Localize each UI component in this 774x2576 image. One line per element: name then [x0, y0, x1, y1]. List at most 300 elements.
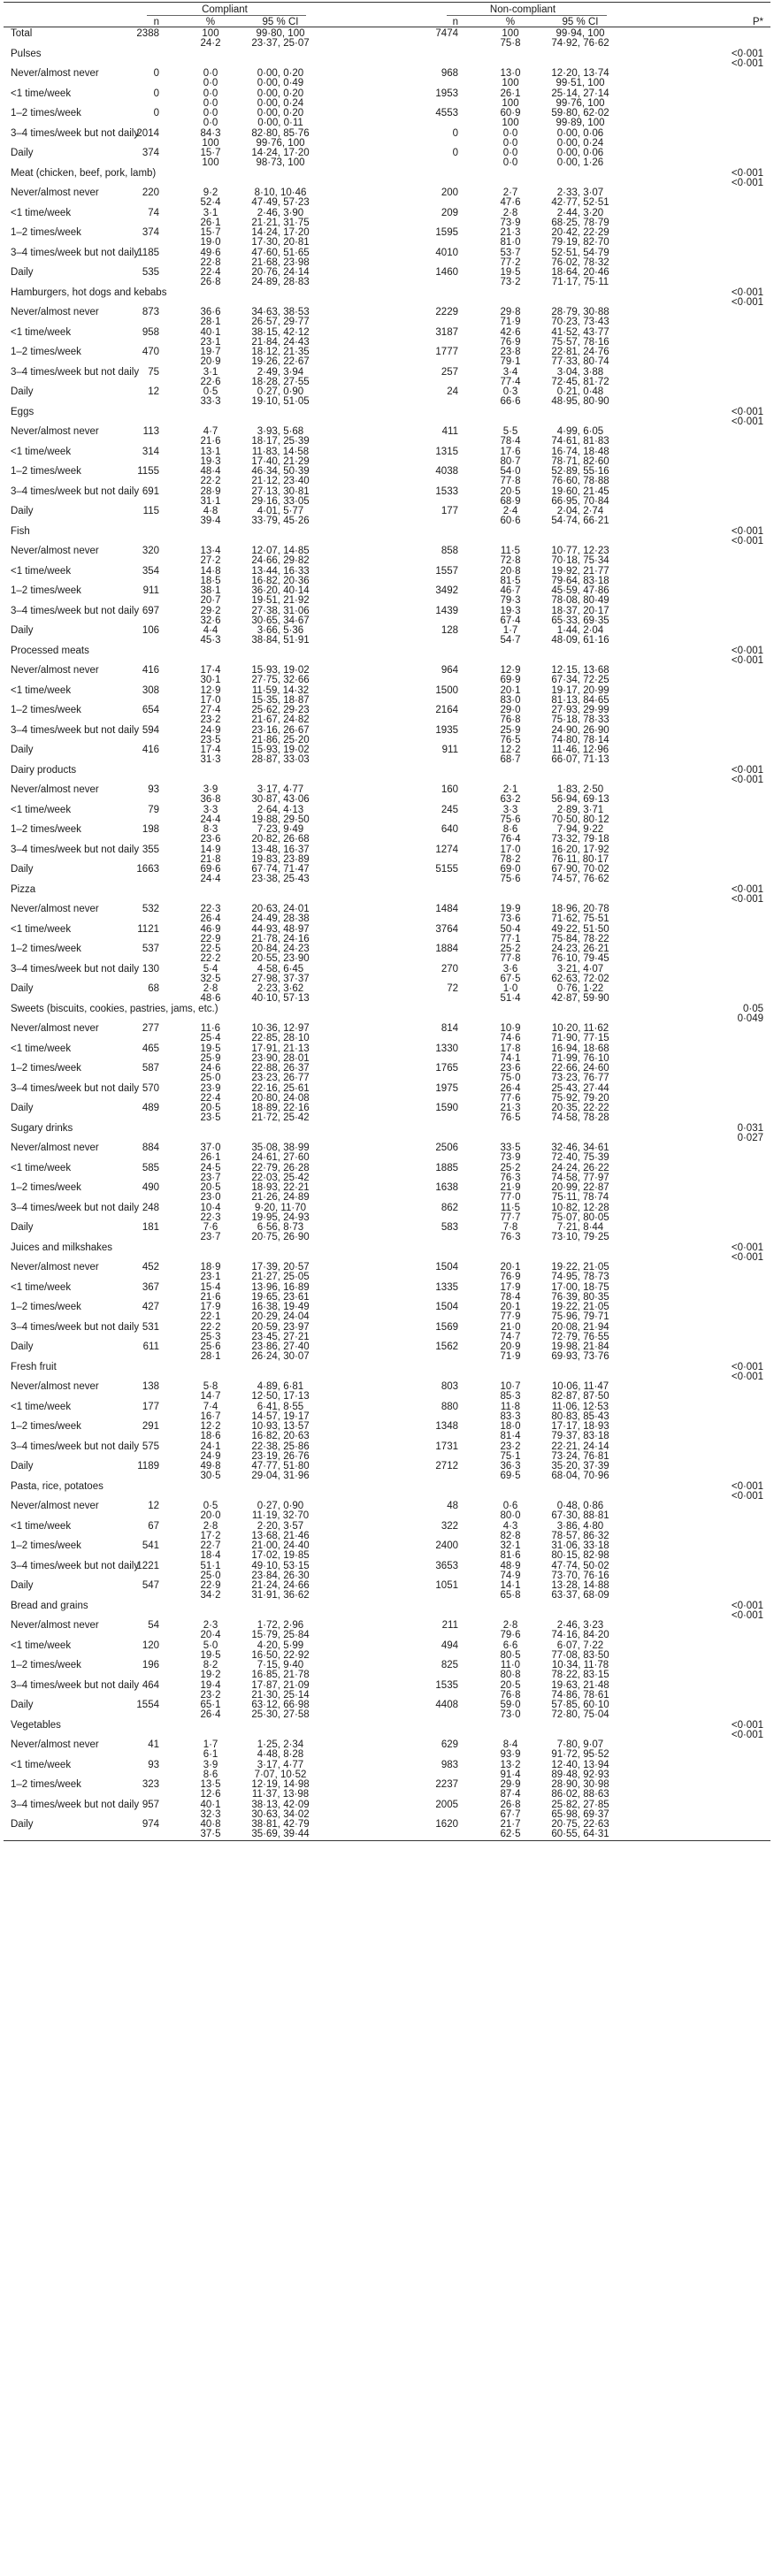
category-row-non-compliant-pct: 2·4 — [502, 506, 518, 516]
category-row-compliant-pct: 13·5 — [200, 1779, 221, 1790]
section-p-value-adjusted: <0·001 — [731, 774, 763, 785]
category-row-non-compliant-n: 24 — [447, 386, 458, 397]
category-row-cont-compliant-pct: 34·2 — [200, 1590, 221, 1601]
category-row-non-compliant-ci: 1·83, 2·50 — [556, 784, 604, 795]
section-p-value: <0·001 — [731, 1600, 763, 1611]
category-row-cont-compliant-ci: 19·10, 51·05 — [251, 396, 310, 408]
category-row-non-compliant-ci: 19·22, 21·05 — [551, 1262, 609, 1273]
category-row-compliant-ci: 23·86, 27·40 — [251, 1342, 310, 1352]
category-row-compliant-ci: 1·72, 2·96 — [257, 1620, 304, 1631]
category-row-compliant-pct: 3·1 — [203, 366, 218, 378]
category-row-non-compliant-n: 3653 — [435, 1560, 458, 1571]
category-row-cont-non-compliant-ci: 70·18, 75·34 — [551, 555, 609, 567]
category-row-compliant-pct: 24·1 — [200, 1441, 221, 1452]
category-row-non-compliant-pct: 54·0 — [500, 466, 521, 477]
category-row-non-compliant-pct: 11·8 — [500, 1401, 521, 1412]
category-row-cont-non-compliant-ci: 79·37, 83·18 — [551, 1431, 609, 1442]
category-row-compliant-ci: 13·96, 16·89 — [251, 1281, 310, 1293]
category-row-cont-compliant-pct: 23·6 — [200, 834, 221, 845]
category-row-compliant-n: 884 — [142, 1143, 159, 1153]
category-row-compliant-pct: 5·0 — [203, 1640, 218, 1651]
category-row-cont-non-compliant-ci: 75·11, 78·74 — [551, 1192, 609, 1204]
category-row-compliant-ci: 2·23, 3·62 — [257, 983, 304, 994]
category-row-non-compliant-n: 880 — [441, 1401, 458, 1412]
category-row-non-compliant-n: 1533 — [435, 485, 458, 497]
category-row-non-compliant-ci: 57·85, 60·10 — [551, 1700, 609, 1710]
category-row-cont-compliant-pct: 48·6 — [200, 993, 221, 1005]
category-row-compliant-pct: 24·5 — [200, 1162, 221, 1173]
category-row-cont-non-compliant-ci: 78·71, 82·60 — [551, 455, 609, 467]
category-row-compliant-n: 654 — [142, 705, 159, 715]
category-row-compliant-pct: 15·7 — [200, 227, 221, 238]
category-row-non-compliant-n: 1460 — [435, 267, 458, 278]
category-row-cont-compliant-ci: 7·07, 10·52 — [254, 1769, 307, 1780]
category-row-cont-compliant-pct: 23·7 — [200, 1232, 221, 1243]
section-title: Fresh fruit — [11, 1361, 57, 1372]
total-label: Total — [11, 28, 33, 39]
category-row-non-compliant-ci: 11·06, 12·53 — [551, 1401, 609, 1412]
section-p-value: <0·001 — [731, 406, 763, 417]
category-row-cont-compliant-ci: 21·12, 23·40 — [251, 476, 310, 487]
category-row-cont-non-compliant-pct: 75·0 — [500, 1073, 521, 1084]
category-row-non-compliant-pct: 1·0 — [502, 983, 518, 994]
category-row-compliant-ci: 4·20, 5·99 — [257, 1640, 304, 1651]
category-row-cont-compliant-pct: 20·4 — [200, 1630, 221, 1641]
category-row-cont-compliant-ci: 12·50, 17·13 — [251, 1391, 310, 1403]
section-title: Processed meats — [11, 645, 89, 656]
category-row-non-compliant-n: 1330 — [435, 1043, 458, 1054]
category-row-compliant-ci: 2·64, 4·13 — [257, 804, 304, 815]
category-row-compliant-pct: 15·7 — [200, 148, 221, 158]
col-header-n-non-compliant: n — [452, 16, 458, 27]
category-row-non-compliant-ci: 59·80, 62·02 — [551, 108, 609, 118]
category-row-non-compliant-pct: 13·2 — [500, 1759, 521, 1770]
category-row-row-label: 1–2 times/week — [11, 466, 81, 477]
category-row-row-label: 3–4 times/week but not daily — [11, 366, 140, 378]
category-row-non-compliant-n: 128 — [441, 625, 458, 636]
category-row-cont-non-compliant-pct: 0·0 — [502, 157, 518, 169]
category-row-cont-compliant-pct: 23·2 — [200, 715, 221, 726]
category-row-cont-compliant-ci: 23·45, 27·21 — [251, 1331, 310, 1342]
category-row-cont-compliant-ci: 16·50, 22·92 — [251, 1649, 310, 1661]
category-row-non-compliant-ci: 20·75, 22·63 — [551, 1819, 609, 1830]
category-row-compliant-n: 181 — [142, 1222, 159, 1233]
section-p-value: <0·001 — [731, 1361, 763, 1372]
category-row-non-compliant-ci: 18·96, 20·78 — [551, 904, 609, 914]
category-row-non-compliant-ci: 16·94, 18·68 — [551, 1043, 609, 1054]
category-row-cont-compliant-ci: 30·65, 34·67 — [251, 615, 310, 626]
category-row-compliant-n: 314 — [142, 446, 159, 457]
category-row-cont-compliant-ci: 20·82, 26·68 — [251, 834, 310, 845]
category-row-non-compliant-n: 494 — [441, 1640, 458, 1651]
category-row-non-compliant-n: 2005 — [435, 1799, 458, 1810]
category-row-compliant-ci: 14·24, 17·20 — [251, 227, 310, 238]
category-row-compliant-ci: 4·58, 6·45 — [257, 963, 304, 975]
category-row-cont-compliant-ci: 30·87, 43·06 — [251, 794, 310, 806]
category-row-cont-non-compliant-ci: 75·84, 78·22 — [551, 933, 609, 944]
category-row-non-compliant-pct: 18·0 — [500, 1421, 521, 1432]
category-row-non-compliant-n: 1885 — [435, 1162, 458, 1173]
category-row-compliant-pct: 3·9 — [203, 784, 218, 795]
category-row-compliant-n: 594 — [142, 724, 159, 736]
category-row-non-compliant-pct: 46·7 — [500, 585, 521, 596]
category-row-compliant-n: 427 — [142, 1302, 159, 1312]
category-row-compliant-pct: 49·6 — [200, 247, 221, 258]
category-row-cont-compliant-pct: 100 — [202, 137, 219, 149]
col-header-ci-compliant: 95 % CI — [262, 16, 299, 27]
category-row-non-compliant-pct: 11·5 — [500, 1202, 521, 1213]
category-row-compliant-n: 1155 — [137, 466, 159, 477]
total-compliant-pct: 24·2 — [200, 38, 221, 50]
category-row-compliant-n: 1221 — [136, 1560, 159, 1571]
category-row-cont-non-compliant-ci: 76·10, 79·45 — [551, 953, 609, 965]
category-row-cont-compliant-pct: 12·6 — [200, 1789, 221, 1800]
category-row-cont-compliant-ci: 14·57, 19·17 — [251, 1410, 310, 1422]
category-row-non-compliant-n: 209 — [441, 207, 458, 218]
category-row-non-compliant-n: 4010 — [435, 247, 458, 258]
category-row-non-compliant-ci: 2·33, 3·07 — [556, 187, 604, 198]
category-row-cont-non-compliant-pct: 78·2 — [500, 853, 521, 865]
category-row-cont-non-compliant-pct: 100 — [502, 78, 519, 89]
category-row-cont-compliant-pct: 19·0 — [200, 237, 221, 248]
category-row-cont-non-compliant-ci: 62·63, 72·02 — [551, 973, 609, 984]
category-row-cont-compliant-ci: 22·85, 28·10 — [251, 1033, 310, 1044]
category-row-non-compliant-ci: 7·94, 9·22 — [556, 824, 604, 835]
section-title: Eggs — [11, 406, 34, 417]
category-row-compliant-n: 957 — [142, 1799, 159, 1810]
section-title: Pulses — [11, 48, 42, 59]
category-row-compliant-pct: 15·4 — [200, 1281, 221, 1293]
category-row-compliant-ci: 9·20, 11·70 — [255, 1202, 306, 1213]
category-row-cont-non-compliant-pct: 73·6 — [500, 913, 521, 925]
category-row-cont-compliant-pct: 21·8 — [200, 853, 221, 865]
category-row-row-label: 3–4 times/week but not daily — [11, 1679, 140, 1691]
category-row-compliant-n: 532 — [142, 904, 159, 914]
category-row-non-compliant-n: 200 — [441, 187, 458, 198]
category-row-row-label: Never/almost never — [11, 68, 99, 79]
category-row-non-compliant-n: 1638 — [435, 1182, 458, 1193]
category-row-compliant-pct: 40·1 — [200, 1799, 221, 1810]
category-row-cont-compliant-pct: 26·8 — [200, 277, 221, 288]
category-row-non-compliant-n: 48 — [447, 1501, 458, 1511]
category-row-compliant-ci: 38·81, 42·79 — [251, 1819, 310, 1830]
category-row-non-compliant-pct: 17·6 — [500, 446, 521, 457]
category-row-non-compliant-ci: 16·74, 18·48 — [551, 446, 609, 457]
total-non-compliant-ci: 74·92, 76·62 — [551, 38, 609, 50]
category-row-compliant-ci: 63·12, 66·98 — [251, 1700, 310, 1710]
category-row-cont-non-compliant-ci: 75·57, 78·16 — [551, 336, 609, 348]
section-p-value-adjusted: <0·001 — [731, 1371, 763, 1382]
category-row-row-label: Daily — [11, 1700, 34, 1710]
category-row-cont-non-compliant-ci: 48·09, 61·16 — [551, 635, 609, 646]
category-row-compliant-pct: 14·9 — [200, 844, 221, 855]
category-row-cont-compliant-ci: 35·69, 39·44 — [251, 1829, 310, 1840]
category-row-non-compliant-ci: 16·20, 17·92 — [551, 844, 609, 855]
category-row-cont-non-compliant-pct: 75·6 — [500, 874, 521, 885]
section-p-value: <0·001 — [731, 1480, 763, 1492]
category-row-non-compliant-ci: 2·04, 2·74 — [556, 506, 604, 516]
category-row-row-label: Daily — [11, 1222, 34, 1233]
category-row-cont-compliant-pct: 20·0 — [200, 1510, 221, 1522]
category-row-non-compliant-pct: 17·9 — [500, 1281, 521, 1293]
category-row-compliant-pct: 19·7 — [200, 347, 221, 357]
category-row-cont-non-compliant-ci: 73·23, 76·77 — [551, 1073, 609, 1084]
category-row-cont-non-compliant-ci: 79·19, 82·70 — [551, 237, 609, 248]
category-row-cont-non-compliant-pct: 67·7 — [500, 1808, 521, 1820]
category-row-cont-non-compliant-ci: 86·02, 88·63 — [551, 1789, 609, 1800]
category-row-non-compliant-ci: 0·76, 1·22 — [556, 983, 604, 994]
category-row-cont-non-compliant-ci: 74·61, 81·83 — [551, 436, 609, 447]
category-row-cont-compliant-ci: 26·24, 30·07 — [251, 1351, 310, 1363]
category-row-non-compliant-n: 1504 — [435, 1302, 458, 1312]
category-row-compliant-ci: 15·93, 19·02 — [251, 665, 310, 676]
category-row-row-label: 3–4 times/week but not daily — [11, 247, 140, 258]
category-row-compliant-n: 79 — [148, 804, 159, 815]
category-row-compliant-ci: 34·63, 38·53 — [251, 307, 310, 317]
category-row-non-compliant-ci: 10·20, 11·62 — [551, 1023, 609, 1034]
category-row-compliant-n: 177 — [142, 1401, 159, 1412]
category-row-non-compliant-ci: 47·74, 50·02 — [551, 1560, 609, 1571]
category-row-compliant-pct: 0·0 — [203, 88, 218, 99]
category-row-non-compliant-pct: 25·2 — [500, 944, 521, 954]
category-row-row-label: Daily — [11, 1580, 34, 1591]
category-row-cont-compliant-pct: 23·5 — [200, 734, 221, 745]
category-row-cont-non-compliant-pct: 87·4 — [500, 1789, 521, 1800]
category-row-non-compliant-pct: 7·8 — [502, 1222, 518, 1233]
category-row-compliant-pct: 9·2 — [203, 187, 218, 198]
category-row-cont-compliant-ci: 21·21, 31·75 — [251, 217, 310, 228]
category-row-non-compliant-n: 1557 — [435, 565, 458, 577]
category-row-non-compliant-n: 964 — [441, 665, 458, 676]
category-row-cont-non-compliant-pct: 81·4 — [500, 1431, 521, 1442]
category-row-row-label: 3–4 times/week but not daily — [11, 1202, 140, 1213]
category-row-row-label: 3–4 times/week but not daily — [11, 724, 140, 736]
section-title: Juices and milkshakes — [11, 1242, 113, 1253]
category-row-compliant-n: 1121 — [137, 923, 159, 935]
category-row-non-compliant-n: 1975 — [435, 1082, 458, 1094]
non-compliant-group-header: Non-compliant — [489, 4, 556, 15]
section-p-value: <0·001 — [731, 167, 763, 179]
category-row-compliant-pct: 22·4 — [200, 267, 221, 278]
category-row-non-compliant-ci: 19·98, 21·84 — [551, 1342, 609, 1352]
category-row-cont-compliant-pct: 0·0 — [203, 78, 218, 89]
category-row-non-compliant-pct: 69·0 — [500, 864, 521, 875]
category-row-cont-non-compliant-pct: 73·9 — [500, 217, 521, 228]
category-row-cont-non-compliant-ci: 65·33, 69·35 — [551, 615, 609, 626]
category-row-cont-compliant-pct: 18·6 — [200, 1431, 221, 1442]
category-row-non-compliant-n: 983 — [441, 1759, 458, 1770]
category-row-row-label: 3–4 times/week but not daily — [11, 605, 140, 616]
category-row-compliant-pct: 22·5 — [200, 944, 221, 954]
category-row-cont-non-compliant-pct: 85·3 — [500, 1391, 521, 1403]
category-row-cont-non-compliant-pct: 47·6 — [500, 197, 521, 209]
category-row-row-label: 1–2 times/week — [11, 347, 81, 357]
category-row-non-compliant-ci: 28·90, 30·98 — [551, 1779, 609, 1790]
category-row-non-compliant-pct: 19·9 — [500, 904, 521, 914]
category-row-non-compliant-n: 1051 — [435, 1580, 458, 1591]
category-row-non-compliant-pct: 33·5 — [500, 1143, 521, 1153]
category-row-compliant-n: 1185 — [137, 247, 159, 258]
category-row-cont-non-compliant-ci: 73·32, 79·18 — [551, 834, 609, 845]
category-row-compliant-ci: 2·46, 3·90 — [257, 207, 304, 218]
category-row-compliant-ci: 20·59, 23·97 — [251, 1321, 310, 1333]
category-row-compliant-pct: 40·8 — [200, 1819, 221, 1830]
category-row-cont-compliant-ci: 15·35, 18·87 — [251, 694, 310, 706]
category-row-compliant-n: 355 — [142, 844, 159, 855]
category-row-non-compliant-pct: 0·0 — [502, 148, 518, 158]
category-row-row-label: 1–2 times/week — [11, 1302, 81, 1312]
category-row-non-compliant-n: 2400 — [435, 1540, 458, 1551]
category-row-cont-non-compliant-pct: 76·5 — [500, 1112, 521, 1124]
category-row-compliant-n: 452 — [142, 1262, 159, 1273]
category-row-cont-non-compliant-ci: 73·70, 76·16 — [551, 1570, 609, 1581]
category-row-compliant-pct: 69·6 — [200, 864, 221, 875]
category-row-cont-compliant-ci: 29·04, 31·96 — [251, 1471, 310, 1482]
category-row-row-label: Daily — [11, 864, 34, 875]
category-row-compliant-n: 0 — [153, 88, 159, 99]
category-row-non-compliant-ci: 11·46, 12·96 — [551, 745, 609, 755]
section-p-value-adjusted: <0·001 — [731, 535, 763, 547]
category-row-compliant-pct: 0·5 — [203, 1501, 218, 1511]
category-row-non-compliant-n: 1535 — [435, 1679, 458, 1691]
category-row-non-compliant-n: 177 — [441, 506, 458, 516]
category-row-non-compliant-ci: 4·99, 6·05 — [556, 426, 604, 437]
category-row-non-compliant-n: 0 — [452, 127, 458, 139]
category-row-compliant-ci: 0·00, 0·20 — [257, 108, 304, 118]
category-row-cont-compliant-pct: 26·1 — [200, 1152, 221, 1164]
category-row-compliant-pct: 40·1 — [200, 326, 221, 338]
category-row-row-label: <1 time/week — [11, 1759, 72, 1770]
category-row-cont-compliant-ci: 47·49, 57·23 — [251, 197, 310, 209]
category-row-non-compliant-ci: 0·48, 0·86 — [556, 1501, 604, 1511]
category-row-cont-non-compliant-ci: 89·48, 92·93 — [551, 1769, 609, 1780]
category-row-row-label: Never/almost never — [11, 1023, 99, 1034]
category-row-non-compliant-pct: 19·5 — [500, 267, 521, 278]
category-row-row-label: <1 time/week — [11, 207, 72, 218]
category-row-row-label: Daily — [11, 1461, 34, 1471]
category-row-non-compliant-pct: 50·4 — [500, 923, 521, 935]
category-row-cont-non-compliant-ci: 99·51, 100 — [556, 78, 605, 89]
category-row-compliant-pct: 17·4 — [200, 745, 221, 755]
total-non-compliant-pct: 100 — [502, 28, 519, 39]
section-title: Pasta, rice, potatoes — [11, 1480, 103, 1492]
category-row-non-compliant-n: 1484 — [435, 904, 458, 914]
category-row-compliant-pct: 3·9 — [203, 1759, 218, 1770]
category-row-compliant-pct: 0·5 — [203, 386, 218, 397]
category-row-compliant-n: 74 — [148, 207, 159, 218]
category-row-non-compliant-pct: 3·6 — [502, 963, 518, 975]
category-row-cont-non-compliant-pct: 76·9 — [500, 1272, 521, 1283]
category-row-cont-compliant-pct: 18·5 — [200, 575, 221, 586]
category-row-cont-compliant-ci: 23·90, 28·01 — [251, 1052, 310, 1064]
category-row-row-label: Daily — [11, 625, 34, 636]
category-row-non-compliant-ci: 17·00, 18·75 — [551, 1281, 609, 1293]
category-row-row-label: 1–2 times/week — [11, 1779, 81, 1790]
category-row-cont-compliant-pct: 6·1 — [203, 1749, 218, 1761]
category-row-cont-compliant-ci: 31·91, 36·62 — [251, 1590, 310, 1601]
category-row-row-label: 3–4 times/week but not daily — [11, 963, 140, 975]
category-row-row-label: 3–4 times/week but not daily — [11, 1799, 140, 1810]
category-row-cont-compliant-ci: 21·86, 25·20 — [251, 734, 310, 745]
section-p-value-adjusted: <0·001 — [731, 177, 763, 188]
category-row-non-compliant-pct: 26·4 — [500, 1082, 521, 1094]
category-row-cont-non-compliant-ci: 54·74, 66·21 — [551, 516, 609, 527]
category-row-non-compliant-ci: 22·21, 24·14 — [551, 1441, 609, 1452]
category-row-compliant-ci: 47·77, 51·80 — [251, 1461, 310, 1471]
category-row-cont-non-compliant-pct: 100 — [502, 118, 519, 129]
category-row-cont-compliant-pct: 22·4 — [200, 1092, 221, 1104]
category-row-cont-non-compliant-pct: 77·0 — [500, 1192, 521, 1204]
category-row-cont-non-compliant-ci: 74·58, 78·28 — [551, 1112, 609, 1124]
category-row-compliant-n: 54 — [148, 1620, 159, 1631]
category-row-compliant-n: 0 — [153, 68, 159, 79]
category-row-compliant-ci: 0·00, 0·20 — [257, 68, 304, 79]
category-row-cont-non-compliant-ci: 71·17, 75·11 — [551, 277, 609, 288]
category-row-non-compliant-pct: 42·6 — [500, 326, 521, 338]
category-row-compliant-n: 367 — [142, 1281, 159, 1293]
category-row-cont-compliant-pct: 22·6 — [200, 376, 221, 387]
category-row-cont-non-compliant-ci: 71·62, 75·51 — [551, 913, 609, 925]
category-row-cont-compliant-ci: 21·30, 25·14 — [251, 1689, 310, 1701]
category-row-cont-non-compliant-ci: 99·76, 100 — [556, 97, 605, 109]
category-row-non-compliant-n: 814 — [441, 1023, 458, 1034]
category-row-compliant-n: 93 — [148, 784, 159, 795]
category-row-row-label: <1 time/week — [11, 1162, 72, 1173]
category-row-compliant-n: 196 — [142, 1660, 159, 1670]
category-row-cont-non-compliant-ci: 99·89, 100 — [556, 118, 605, 129]
category-row-compliant-ci: 17·87, 21·09 — [251, 1679, 310, 1691]
category-row-compliant-pct: 24·9 — [200, 724, 221, 736]
category-row-non-compliant-ci: 3·04, 3·88 — [556, 366, 604, 378]
section-p-value: <0·001 — [731, 1719, 763, 1731]
category-row-cont-non-compliant-pct: 91·4 — [500, 1769, 521, 1780]
category-row-compliant-pct: 17·9 — [200, 1302, 221, 1312]
category-row-compliant-n: 489 — [142, 1103, 159, 1113]
category-row-compliant-n: 974 — [142, 1819, 159, 1830]
col-header-n-compliant: n — [153, 16, 159, 27]
category-row-compliant-ci: 21·00, 24·40 — [251, 1540, 310, 1551]
section-title: Meat (chicken, beef, pork, lamb) — [11, 167, 157, 179]
category-row-compliant-n: 308 — [142, 684, 159, 696]
category-row-row-label: Daily — [11, 1103, 34, 1113]
category-row-non-compliant-n: 1620 — [435, 1819, 458, 1830]
category-row-cont-compliant-ci: 22·03, 25·42 — [251, 1172, 310, 1183]
category-row-non-compliant-pct: 21·7 — [500, 1819, 521, 1830]
category-row-non-compliant-n: 1315 — [435, 446, 458, 457]
category-row-cont-non-compliant-pct: 78·4 — [500, 436, 521, 447]
category-row-cont-compliant-ci: 23·38, 25·43 — [251, 874, 310, 885]
category-row-cont-non-compliant-pct: 74·7 — [500, 1331, 521, 1342]
category-row-row-label: 1–2 times/week — [11, 944, 81, 954]
category-row-compliant-n: 115 — [142, 506, 159, 516]
category-row-non-compliant-pct: 19·3 — [500, 605, 521, 616]
category-row-cont-non-compliant-pct: 76·3 — [500, 1172, 521, 1183]
category-row-non-compliant-ci: 19·60, 21·45 — [551, 485, 609, 497]
category-row-compliant-ci: 14·24, 17·20 — [251, 148, 310, 158]
section-p-value: 0·031 — [737, 1122, 763, 1134]
category-row-cont-non-compliant-pct: 78·4 — [500, 1291, 521, 1303]
section-p-value-adjusted: <0·001 — [731, 893, 763, 905]
category-row-cont-non-compliant-ci: 80·83, 85·43 — [551, 1410, 609, 1422]
category-row-cont-non-compliant-pct: 77·8 — [500, 476, 521, 487]
category-row-cont-non-compliant-ci: 67·34, 72·25 — [551, 675, 609, 686]
category-row-compliant-pct: 46·9 — [200, 923, 221, 935]
category-row-non-compliant-pct: 59·0 — [500, 1700, 521, 1710]
category-row-row-label: 1–2 times/week — [11, 1421, 81, 1432]
category-row-non-compliant-pct: 17·0 — [500, 844, 521, 855]
category-row-cont-compliant-pct: 25·0 — [200, 1073, 221, 1084]
category-row-cont-compliant-ci: 19·65, 23·61 — [251, 1291, 310, 1303]
